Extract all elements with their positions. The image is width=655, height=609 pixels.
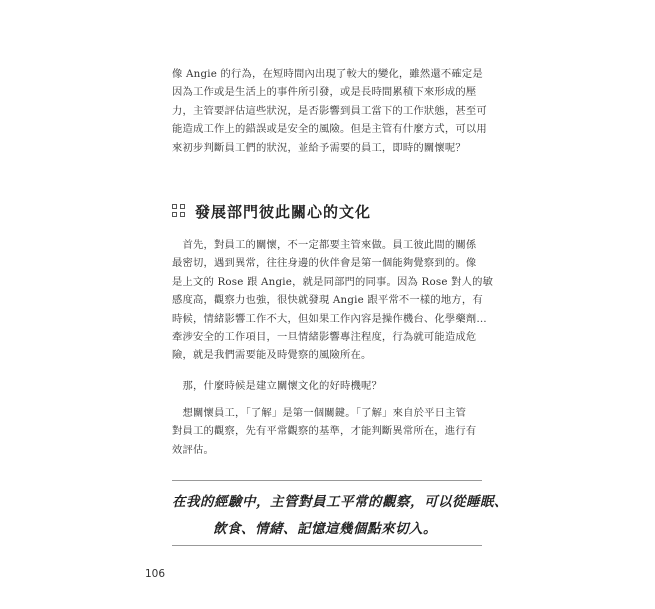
section-heading [172, 200, 371, 222]
text-line: 險，就是我們需要能及時覺察的風險所在。 [172, 349, 372, 362]
paragraph-4 [172, 404, 484, 459]
text-line: 首先，對員工的關懷，不一定都要主管來做。員工彼此間的關係 [172, 239, 477, 251]
text-line: 來初步判斷員工們的狀況，並給予需要的員工，即時的關懷呢？ [172, 141, 466, 154]
text-line: 時候，情緒影響工作不大，但如果工作內容是操作機台、化學藥劑… [172, 312, 487, 325]
text-line: 感度高，觀察力也強，很快就發現 Angie 跟平常不一樣的地方，有 [172, 294, 483, 307]
text-line: 力，主管要評估這些狀況，是否影響到員工當下的工作狀態，甚至可 [172, 104, 487, 117]
text-line: 是上文的 Rose 跟 Angie，就是同部門的同事。因為 Rose 對人的敏 [172, 275, 494, 288]
text-line: 能造成工作上的錯誤或是安全的風險。但是主管有什麼方式，可以用 [172, 123, 487, 136]
page-number: 106 [145, 568, 166, 580]
paragraph-3 [172, 377, 484, 395]
text-line: 牽涉安全的工作項目，一旦情緒影響專注程度，行為就可能造成危 [172, 331, 477, 344]
pull-quote-line-1: 在我的經驗中，主管對員工平常的觀察，可以從睡眠、 [172, 494, 508, 510]
paragraph-2 [172, 236, 494, 365]
section-heading-text: 發展部門彼此關心的文化 [195, 202, 372, 221]
text-line: 最密切，遇到異常，往往身邊的伙伴會是第一個能夠覺察到的。像 [172, 257, 477, 270]
quote-rule-bottom [172, 545, 482, 546]
text-line: 那，什麼時候是建立關懷文化的好時機呢？ [172, 380, 382, 392]
text-line: 像 Angie 的行為，在短時間內出現了較大的變化，雖然還不確定是 [172, 68, 483, 80]
pull-quote-line-2: 飲食、情緒、記憶這幾個點來切入。 [213, 521, 437, 537]
text-line: 對員工的觀察，先有平常觀察的基準，才能判斷異常所在，進行有 [172, 425, 477, 438]
text-line: 效評估。 [172, 443, 214, 456]
grid-squares-icon [172, 204, 186, 218]
quote-rule-top [172, 480, 482, 481]
text-line: 因為工作或是生活上的事件所引發，或是長時間累積下來形成的壓 [172, 86, 477, 99]
paragraph-1 [172, 65, 487, 157]
text-line: 想關懷員工，「了解」是第一個關鍵。「了解」來自於平日主管 [172, 407, 467, 419]
